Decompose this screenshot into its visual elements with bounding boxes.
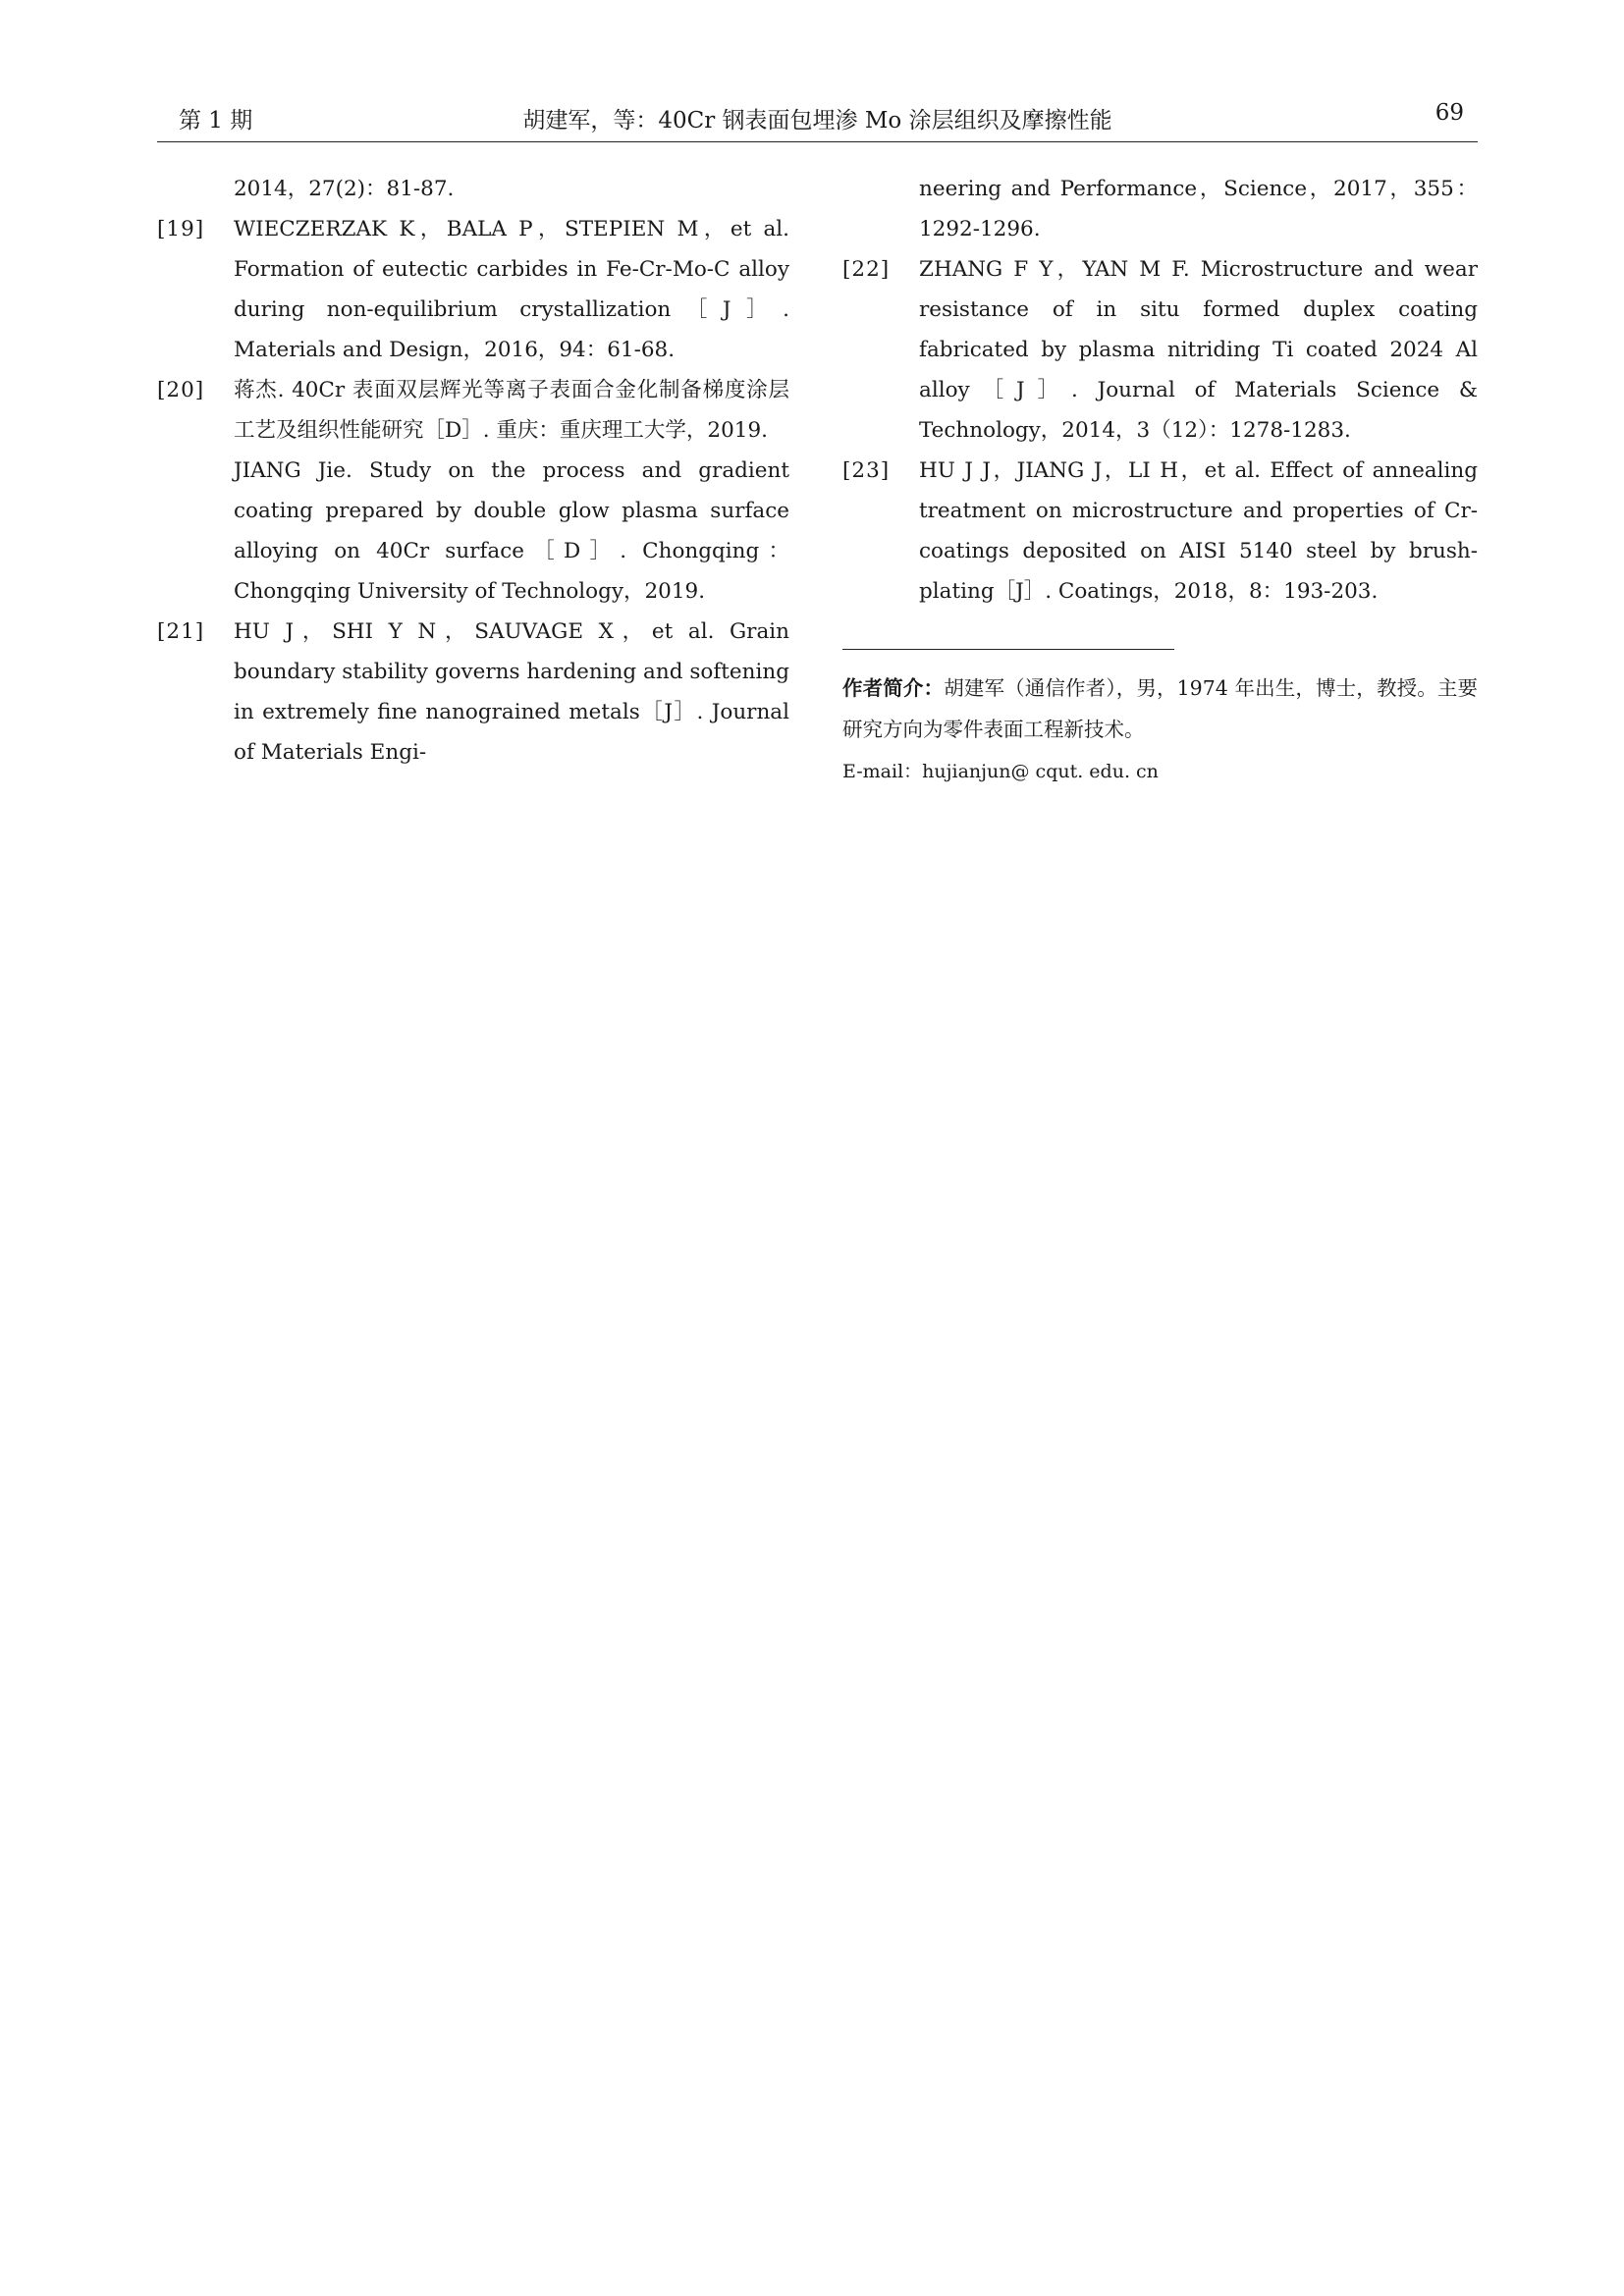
reference-number: [20]: [157, 378, 205, 402]
reference-number: [23]: [842, 458, 891, 483]
reference-20: [157, 370, 789, 612]
author-note: [842, 667, 1478, 791]
reference-continuation: [842, 169, 1478, 249]
reference-text: HU J，SHI Y N，SAUVAGE X，et al. Grain boundary stability governs hardening and softening in extremely fine nanograined metals［J］. Journal of Materials Engi-: [234, 619, 789, 765]
reference-translation: JIANG Jie. Study on the process and gradient coating prepared by double glow plasma surface alloying on 40Cr surface［D］. Chongqing：Chongqing University of Technology，2019.: [234, 458, 789, 604]
reference-number: [22]: [842, 257, 891, 282]
reference-23: [842, 451, 1478, 612]
reference-19: [157, 209, 789, 370]
author-email: E-mail：hujianjun@ cqut. edu. cn: [842, 761, 1159, 782]
reference-number: [19]: [157, 217, 205, 241]
right-column: [842, 169, 1478, 791]
author-note-text: 胡建军（通信作者），男，1974 年出生，博士，教授。主要研究方向为零件表面工程新技术。: [842, 676, 1479, 741]
issue-label: 第 1 期: [179, 108, 253, 133]
reference-text: 蒋杰. 40Cr 表面双层辉光等离子表面合金化制备梯度涂层工艺及组织性能研究［D］. 重庆：重庆理工大学，2019.: [234, 378, 789, 443]
left-column: [157, 169, 789, 773]
running-title: 胡建军，等：40Cr 钢表面包埋渗 Mo 涂层组织及摩擦性能: [522, 108, 1112, 133]
reference-text: HU J J，JIANG J，LI H，et al. Effect of annealing treatment on microstructure and properties of Cr-coatings deposited on AISI 5140 steel by brush-plating［J］. Coatings，2018，8：193-203.: [919, 458, 1478, 604]
page-number: 69: [1435, 100, 1464, 126]
reference-text: neering and Performance，Science，2017，355：1292-1296.: [919, 177, 1478, 241]
running-head: [157, 96, 1478, 142]
reference-text: 2014，27(2)：81-87.: [234, 177, 455, 201]
reference-text: WIECZERZAK K，BALA P，STEPIEN M，et al. Formation of eutectic carbides in Fe-Cr-Mo-C alloy during non-equilibrium crystallization［J］. Materials and Design，2016，94：61-68.: [234, 217, 789, 362]
reference-text: ZHANG F Y，YAN M F. Microstructure and wear resistance of in situ formed duplex coating fabricated by plasma nitriding Ti coated 2024 Al alloy［J］. Journal of Materials Science & Technology，2014，3（12）：1278-1283.: [919, 257, 1478, 443]
reference-21: [157, 612, 789, 773]
author-note-label: 作者简介：: [842, 676, 945, 700]
reference-number: [21]: [157, 619, 205, 644]
reference-22: [842, 249, 1478, 451]
footnote-divider: [842, 649, 1174, 650]
reference-continuation: [157, 169, 789, 209]
